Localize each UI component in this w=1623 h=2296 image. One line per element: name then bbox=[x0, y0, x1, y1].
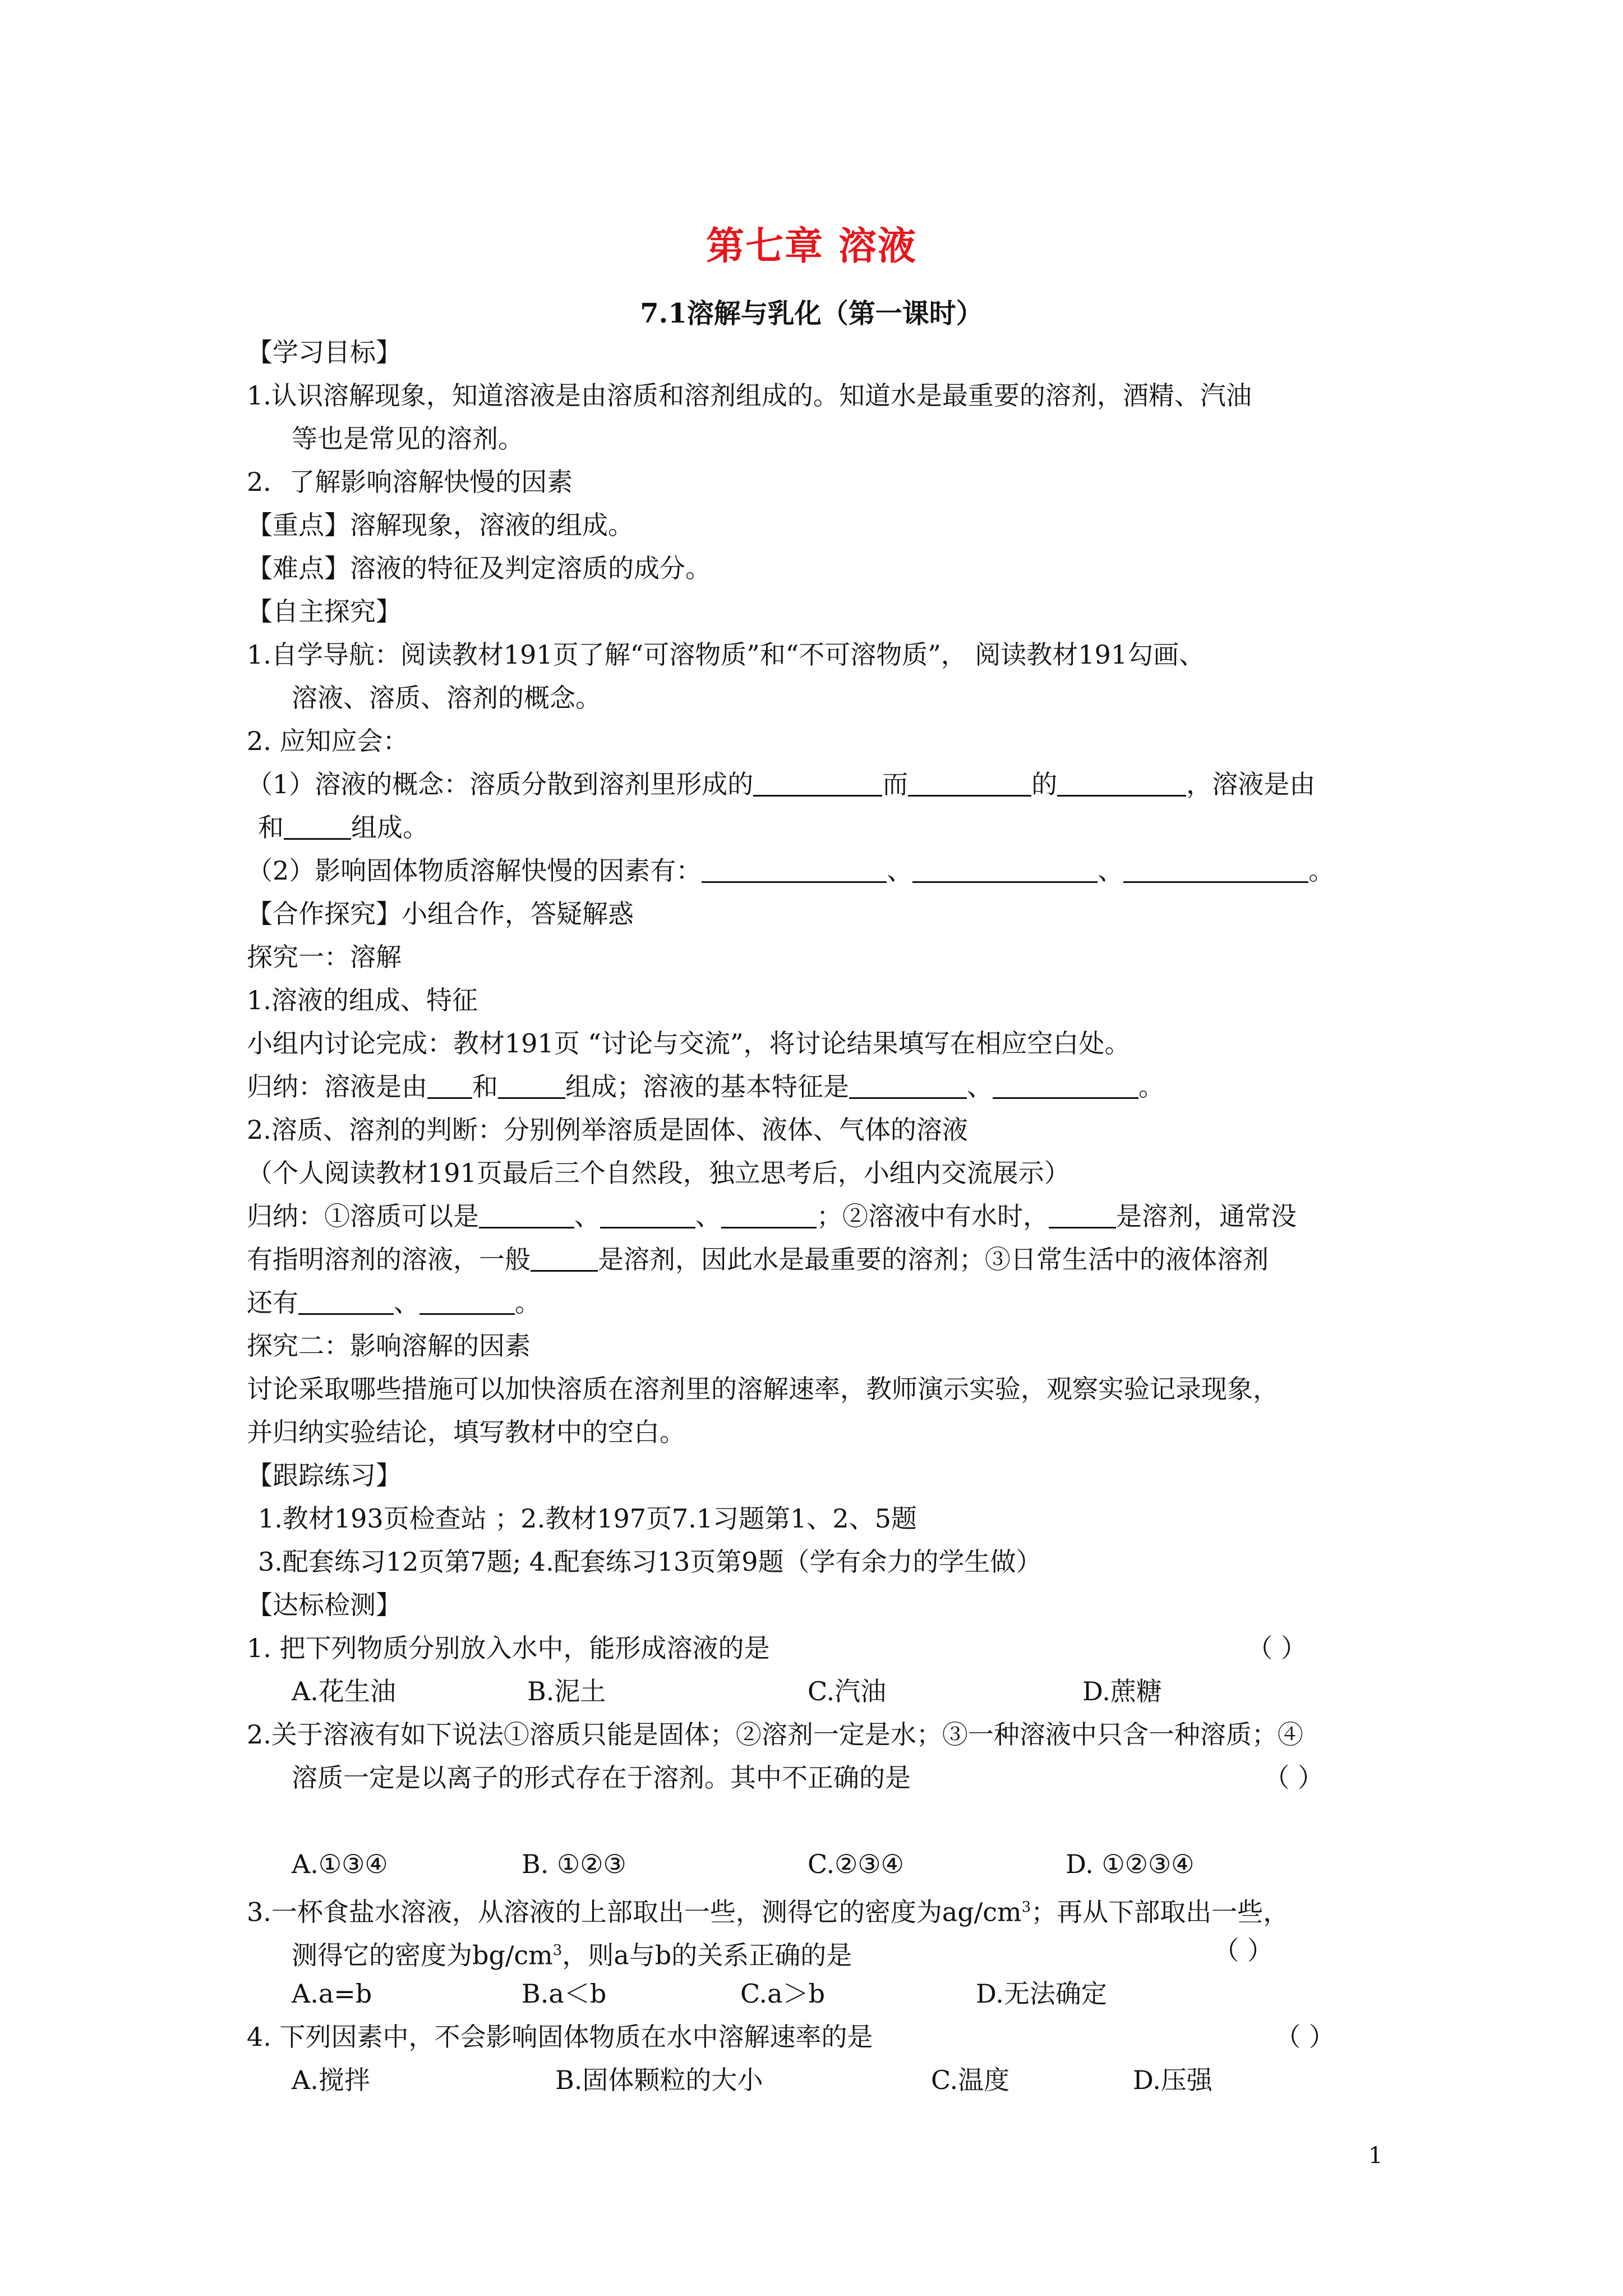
self-study-item-1-cont: 溶液、溶质、溶剂的概念。 bbox=[292, 683, 601, 713]
test-question-3-cont: 测得它的密度为$bg/cm^3$，则a与b的关系正确的是 （ ） bbox=[247, 1929, 1391, 1972]
option-a[interactable]: A.a=b bbox=[292, 1978, 372, 2009]
spacer bbox=[247, 1800, 1391, 1843]
discussion-instruction: 小组内讨论完成：教材191页 “讨论与交流”，将讨论结果填写在相应空白处。 bbox=[247, 1028, 1131, 1059]
practice-line-1: 1.教材193页检查站 ；2.教材197页7.1习题第1、2、5题 bbox=[258, 1503, 917, 1534]
fill-blank[interactable] bbox=[1123, 855, 1308, 883]
fill-blank[interactable] bbox=[1057, 769, 1186, 797]
explore-2-text: 讨论采取哪些措施可以加快溶质在溶剂里的溶解速率，教师演示实验，观察实验记录现象， bbox=[247, 1374, 1279, 1404]
option-b[interactable]: B. ①②③ bbox=[522, 1849, 626, 1879]
test-question-2-cont: 溶质一定是以离子的形式存在于溶剂。其中不正确的是 （ ） bbox=[247, 1756, 1391, 1800]
answer-paren[interactable]: （ ） bbox=[1247, 1633, 1307, 1663]
option-b[interactable]: B.固体颗粒的大小 bbox=[555, 2065, 763, 2095]
fill-blank[interactable] bbox=[702, 855, 887, 883]
difficult-point: 【难点】溶液的特征及判定溶质的成分。 bbox=[247, 553, 711, 583]
fill-blank[interactable] bbox=[753, 769, 882, 797]
goal-item-1: 1.认识溶解现象，知道溶液是由溶质和溶剂组成的。知道水是最重要的溶剂，酒精、汽油 bbox=[247, 380, 1252, 411]
goals-heading: 【学习目标】 bbox=[247, 337, 402, 367]
fill-blank[interactable] bbox=[284, 812, 351, 840]
practice-line-2: 3.配套练习12页第7题; 4.配套练习13页第9题（学有余力的学生做） bbox=[258, 1547, 1042, 1577]
test-question-1-options bbox=[247, 1670, 1391, 1713]
option-a[interactable]: A.花生油 bbox=[292, 1676, 396, 1706]
explore-1-sub-2: 2.溶质、溶剂的判断：分别例举溶质是固体、液体、气体的溶液 bbox=[247, 1115, 968, 1145]
option-c[interactable]: C.汽油 bbox=[808, 1676, 887, 1706]
fill-blank[interactable] bbox=[498, 1071, 565, 1099]
practice-heading: 【跟踪练习】 bbox=[247, 1460, 402, 1490]
test-question-4-options bbox=[247, 2059, 1391, 2102]
factor-question: （2）影响固体物质溶解快慢的因素有： 、 、 。 bbox=[247, 855, 1335, 886]
self-study-item-2: 2. 应知应会： bbox=[247, 726, 409, 756]
explore-1-sub-1: 1.溶液的组成、特征 bbox=[247, 985, 478, 1015]
summary-2-cont-2: 还有 、 。 bbox=[247, 1287, 541, 1318]
reading-note: （个人阅读教材191页最后三个自然段，独立思考后，小组内交流展示） bbox=[247, 1158, 1070, 1188]
fill-blank[interactable] bbox=[600, 1201, 695, 1228]
test-heading: 【达标检测】 bbox=[247, 1590, 402, 1620]
key-point: 【重点】溶解现象，溶液的组成。 bbox=[247, 510, 634, 540]
fill-blank[interactable] bbox=[427, 1071, 472, 1099]
section-subtitle: 7.1溶解与乳化（第一课时） bbox=[640, 298, 983, 329]
self-study-item-1: 1.自学导航：阅读教材191页了解“可溶物质”和“不可溶物质”， 阅读教材191勾画、 bbox=[247, 639, 1205, 670]
fill-blank[interactable] bbox=[849, 1071, 967, 1099]
summary-2: 归纳：①溶质可以是 、 、 ；②溶液中有水时， 是溶剂，通常没 bbox=[247, 1201, 1297, 1231]
test-question-2-options bbox=[247, 1843, 1391, 1886]
fill-blank[interactable] bbox=[1049, 1201, 1116, 1228]
fill-blank[interactable] bbox=[419, 1287, 515, 1315]
concept-question: （1）溶液的概念：溶质分散到溶剂里形成的 而 的 ，溶液是由 bbox=[247, 769, 1316, 799]
goal-item-1-cont: 等也是常见的溶剂。 bbox=[292, 424, 524, 454]
test-question-2: 2.关于溶液有如下说法①溶质只能是固体；②溶剂一定是水；③一种溶液中只含一种溶质；④ bbox=[247, 1719, 1303, 1750]
fill-blank[interactable] bbox=[908, 769, 1031, 797]
self-study-heading: 【自主探究】 bbox=[247, 596, 402, 627]
answer-paren[interactable]: （ ） bbox=[1213, 1935, 1273, 1966]
option-d[interactable]: D.压强 bbox=[1133, 2065, 1212, 2095]
explore-2-text-cont: 并归纳实验结论，填写教材中的空白。 bbox=[247, 1417, 685, 1447]
option-d[interactable]: D.蔗糖 bbox=[1082, 1676, 1162, 1706]
option-b[interactable]: B.a＜b bbox=[522, 1978, 607, 2009]
fill-blank[interactable] bbox=[721, 1201, 817, 1228]
summary-2-cont: 有指明溶剂的溶液，一般 是溶剂，因此水是最重要的溶剂；③日常生活中的液体溶剂 bbox=[247, 1244, 1269, 1274]
goal-item-2: 2．了解影响溶解快慢的因素 bbox=[247, 467, 573, 497]
option-c[interactable]: C.②③④ bbox=[808, 1849, 904, 1879]
chapter-title: 第七章 溶液 bbox=[706, 224, 917, 269]
concept-question-cont: 和 组成。 bbox=[258, 812, 428, 843]
coop-heading: 【合作探究】小组合作，答疑解惑 bbox=[247, 899, 634, 929]
test-question-3: 3.一杯食盐水溶液，从溶液的上部取出一些，测得它的密度为$ag/cm^3$；再从下部取出一些， bbox=[247, 1897, 1289, 1927]
option-d[interactable]: D. ①②③④ bbox=[1066, 1849, 1195, 1879]
explore-2-title: 探究二：影响溶解的因素 bbox=[247, 1331, 531, 1361]
summary-1: 归纳：溶液是由 和 组成；溶液的基本特征是 、 。 bbox=[247, 1071, 1164, 1102]
fill-blank[interactable] bbox=[479, 1201, 574, 1228]
worksheet-body bbox=[247, 331, 1391, 2102]
option-a[interactable]: A.搅拌 bbox=[292, 2065, 370, 2095]
explore-1-title: 探究一：溶解 bbox=[247, 942, 402, 972]
fill-blank[interactable] bbox=[912, 855, 1098, 883]
option-c[interactable]: C.a＞b bbox=[740, 1978, 826, 2009]
fill-blank[interactable] bbox=[298, 1287, 394, 1315]
option-d[interactable]: D.无法确定 bbox=[976, 1978, 1107, 2009]
answer-paren[interactable]: （ ） bbox=[1264, 1763, 1324, 1793]
test-question-3-options bbox=[247, 1972, 1391, 2016]
option-c[interactable]: C.温度 bbox=[931, 2065, 1010, 2095]
fill-blank[interactable] bbox=[993, 1071, 1138, 1099]
answer-paren[interactable]: （ ） bbox=[1275, 2022, 1335, 2052]
option-a[interactable]: A.①③④ bbox=[292, 1849, 388, 1879]
test-question-4: 4. 下列因素中，不会影响固体物质在水中溶解速率的是 （ ） bbox=[247, 2016, 1391, 2059]
fill-blank[interactable] bbox=[531, 1244, 598, 1272]
page-number: 1 bbox=[1368, 2143, 1383, 2169]
option-b[interactable]: B.泥土 bbox=[527, 1676, 606, 1706]
test-question-1: 1. 把下列物质分别放入水中，能形成溶液的是 （ ） bbox=[247, 1627, 1391, 1670]
